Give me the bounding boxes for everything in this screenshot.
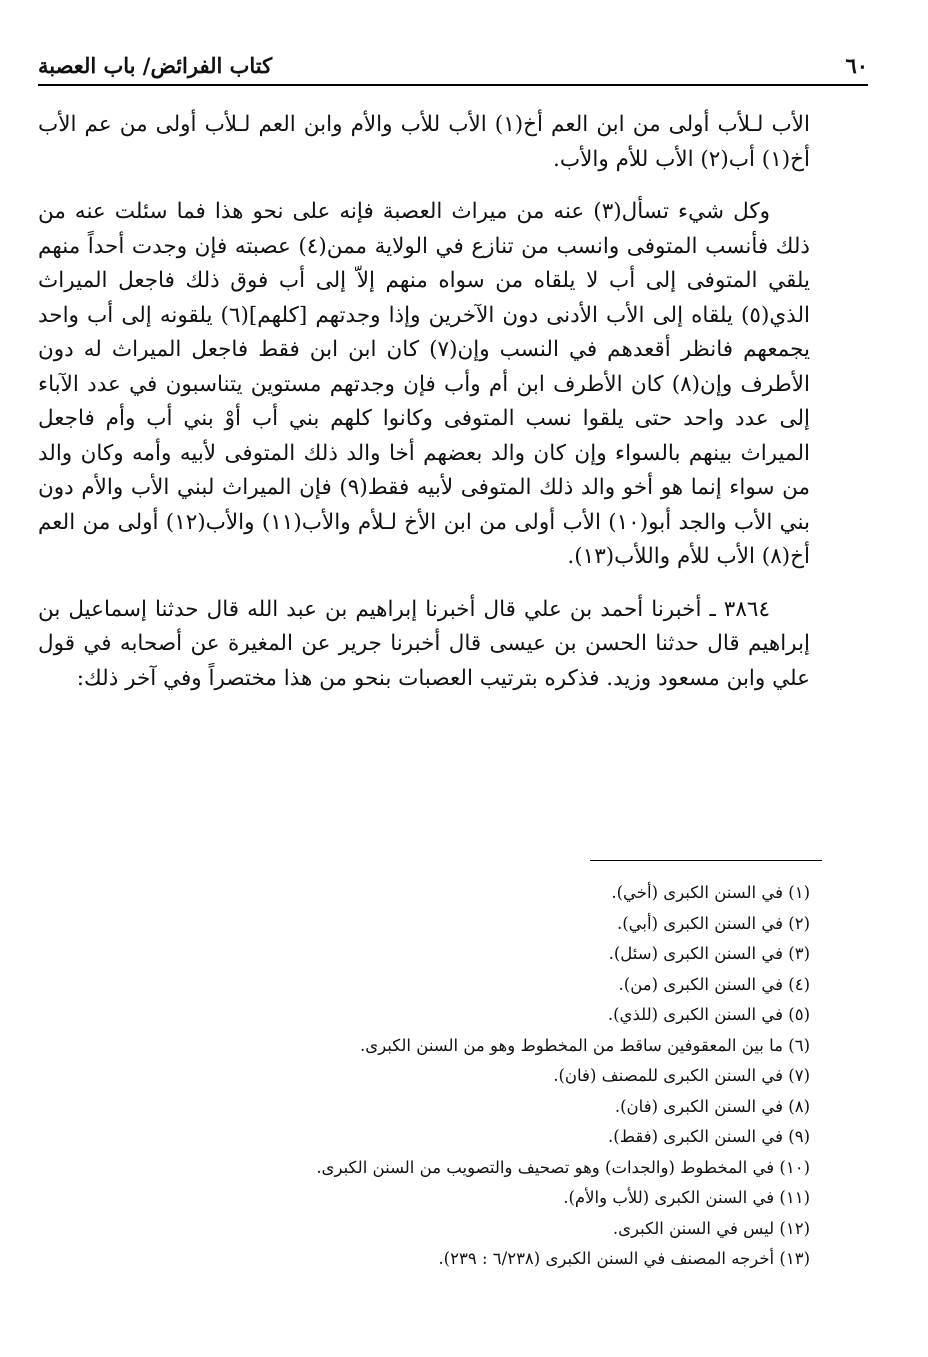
paragraph-1: الأب لـلأب أولى من ابن العم أخ(١) الأب للأب والأم وابن العم لـلأب أولى من عم الأب أخ(١) أب(٢) الأب للأم والأب.: [38, 112, 810, 172]
header-divider: [38, 84, 868, 86]
footnote-item: (١١) في السنن الكبرى (للأب والأم).: [563, 1188, 810, 1207]
footnote-item: (٧) في السنن الكبرى للمصنف (فان).: [553, 1066, 810, 1085]
footnote-item: (٤) في السنن الكبرى (من).: [618, 974, 810, 994]
footnote-item: (٩) في السنن الكبرى (فقط).: [608, 1127, 810, 1146]
footnote-item: (١٠) في المخطوط (والجدات) وهو تصحيف والتصويب من السنن الكبرى.: [316, 1157, 810, 1177]
footnote-item: (١٢) ليس في السنن الكبرى.: [612, 1218, 810, 1238]
footnote-item: (٥) في السنن الكبرى (للذي).: [607, 1005, 810, 1024]
paragraph-3-hadith-3864: ٣٨٦٤ ـ أخبرنا أحمد بن علي قال أخبرنا إبراهيم بن عبد الله قال حدثنا إسماعيل بن إبراهيم قال حدثنا الحسن بن عيسى قال أخبرنا جرير عن المغيرة عن أصحابه في قول علي وابن مسعود وزيد. فذكره بترتيب العصبات بنحو من هذا مختصراً وفي آخر ذلك:: [38, 596, 810, 691]
footnote-item: (٢) في السنن الكبرى (أبي).: [616, 913, 810, 933]
page-number: ٦٠: [845, 53, 868, 78]
footnote-item: (٨) في السنن الكبرى (فان).: [614, 1096, 810, 1116]
footnotes-divider: [590, 860, 822, 861]
footnote-item: (١) في السنن الكبرى (أخي).: [611, 883, 810, 902]
chapter-title: كتاب الفرائض/ باب العصبة: [38, 53, 273, 78]
running-header: [38, 40, 868, 78]
footnote-item: (٦) ما بين المعقوفين ساقط من المخطوط وهو من السنن الكبرى.: [360, 1035, 810, 1055]
footnote-item: (١٣) أخرجه المصنف في السنن الكبرى (٦/٢٣٨ : ٢٣٩).: [438, 1249, 810, 1268]
footnote-item: (٣) في السنن الكبرى (سئل).: [608, 944, 810, 963]
footnotes-list: [150, 878, 810, 1275]
main-text: [38, 108, 810, 696]
paragraph-2: وكل شيء تسأل(٣) عنه من ميراث العصبة فإنه على نحو هذا فما سئلت عنه من ذلك فأنسب المتوفى وانسب من تنازع في الولاية ممن(٤) عصبته فإن وجدت أحداً منهم يلقي المتوفى إلى أب لا يلقاه من سواه منهم إلاّ إلى أب فوق ذلك فاجعل الميراث الذي(٥) يلقاه إلى الأب الأدنى دون الآخرين وإذا وجدتهم [كلهم](٦) يلقونه إلى أب واحد يجمعهم فانظر أقعدهم في النسب وإن(٧) كان ابن ابن فقط فاجعل الميراث له دون الأطرف وإن(٨) كان الأطرف ابن أم وأب فإن وجدتهم مستوين يتناسبون في عدد الآباء إلى عدد واحد حتى يلقوا نسب المتوفى وكانوا كلهم بني أب أوْ بني أب وأم فاجعل الميراث بينهم بالسواء وإن كان والد بعضهم أخا والد ذلك المتوفى لأبيه وأمه وكان والد من سواء إنما هو أخو والد ذلك المتوفى لأبيه فقط(٩) فإن الميراث لبني الأب والأم دون بني الأب والجد أبو(١٠) الأب أولى من ابن الأخ لـلأم والأب(١١) والأب(١٢) أولى من العم أخ(٨) الأب للأم واللأب(١٣).: [38, 199, 810, 569]
